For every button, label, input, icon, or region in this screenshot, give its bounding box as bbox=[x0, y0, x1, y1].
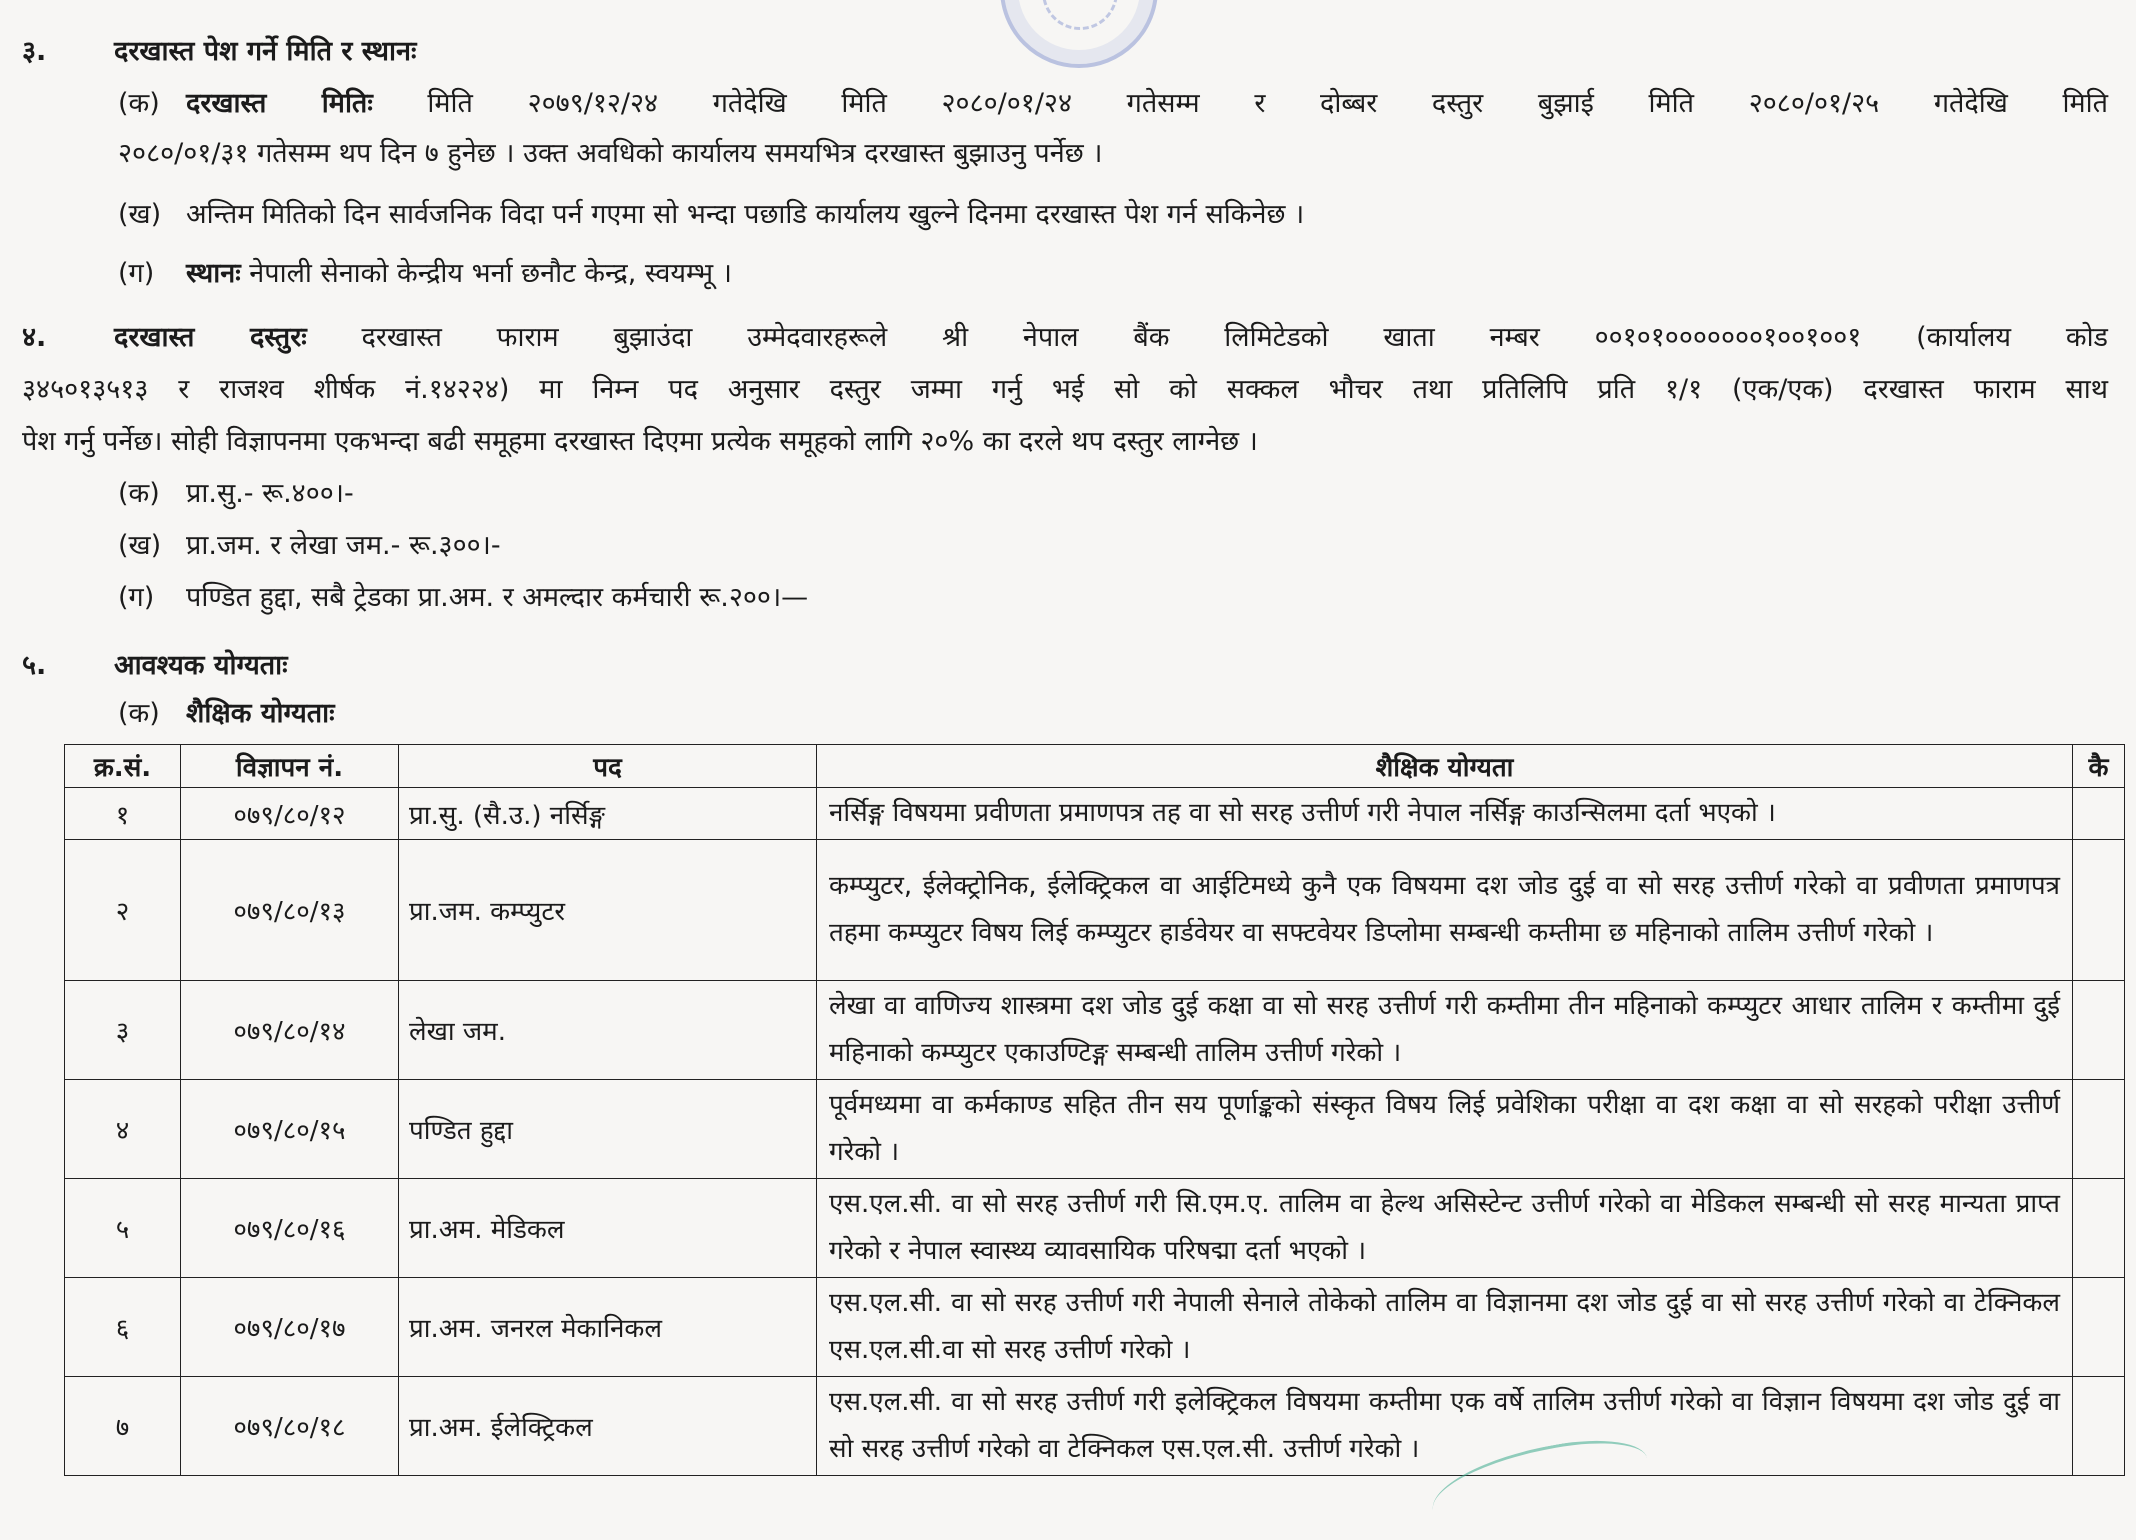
cell-qualification: पूर्वमध्यमा वा कर्मकाण्ड सहित तीन सय पूर्णाङ्कको संस्कृत विषय लिई प्रवेशिका परीक्षा वा दश कक्षा वा सो सरहको परीक्षा उत्तीर्ण गरेको । bbox=[817, 1080, 2073, 1179]
official-seal-stamp bbox=[1000, 0, 1158, 68]
cell-remarks bbox=[2073, 1080, 2125, 1179]
fee-text: प्रा.जम. र लेखा जम.- रू.३००।- bbox=[186, 530, 501, 561]
section-3a-line1 bbox=[118, 84, 2108, 124]
section-5a-heading bbox=[118, 694, 335, 734]
sub-label: (क) bbox=[118, 698, 160, 729]
table-row bbox=[65, 1080, 2125, 1179]
cell-qualification: एस.एल.सी. वा सो सरह उत्तीर्ण गरी इलेक्ट्रिकल विषयमा कम्तीमा एक वर्षे तालिम उत्तीर्ण गरेको वा विज्ञान विषयमा दश जोड दुई वा सो सरह उत्तीर्ण गरेको वा टेक्निकल एस.एल.सी. उत्तीर्ण गरेको । bbox=[817, 1377, 2073, 1476]
cell-sn: २ bbox=[65, 840, 181, 981]
cell-qualification: एस.एल.सी. वा सो सरह उत्तीर्ण गरी सि.एम.ए. तालिम वा हेल्थ असिस्टेन्ट उत्तीर्ण गरेको वा मेडिकल सम्बन्धी सो सरह मान्यता प्राप्त गरेको र नेपाल स्वास्थ्य व्यावसायिक परिषद्मा दर्ता भएको । bbox=[817, 1179, 2073, 1278]
cell-post: पण्डित हुद्दा bbox=[399, 1080, 817, 1179]
header-sn: क्र.सं. bbox=[65, 745, 181, 788]
sub-title: शैक्षिक योग्यताः bbox=[186, 698, 335, 729]
cell-post: प्रा.सु. (सै.उ.) नर्सिङ्ग bbox=[399, 788, 817, 840]
cell-remarks bbox=[2073, 1278, 2125, 1377]
item-title: दरखास्त मितिः bbox=[186, 88, 373, 119]
section-3c bbox=[118, 254, 732, 294]
header-adv-no: विज्ञापन नं. bbox=[181, 745, 399, 788]
cell-post: प्रा.अम. मेडिकल bbox=[399, 1179, 817, 1278]
item-label: (ख) bbox=[118, 199, 162, 230]
table-row bbox=[65, 1179, 2125, 1278]
fee-item bbox=[118, 578, 808, 618]
cell-qualification: नर्सिङ्ग विषयमा प्रवीणता प्रमाणपत्र तह वा सो सरह उत्तीर्ण गरी नेपाल नर्सिङ्ग काउन्सिलमा दर्ता भएको । bbox=[817, 788, 2073, 840]
fee-text: पण्डित हुद्दा, सबै ट्रेडका प्रा.अम. र अमल्दार कर्मचारी रू.२००।— bbox=[186, 582, 809, 613]
cell-post: प्रा.जम. कम्प्युटर bbox=[399, 840, 817, 981]
cell-adv-no: ०७९/८०/१३ bbox=[181, 840, 399, 981]
cell-qualification: एस.एल.सी. वा सो सरह उत्तीर्ण गरी नेपाली सेनाले तोकेको तालिम वा विज्ञानमा दश जोड दुई वा सो सरह उत्तीर्ण गरेको वा टेक्निकल एस.एल.सी.वा सो सरह उत्तीर्ण गरेको । bbox=[817, 1278, 2073, 1377]
item-title: स्थानः bbox=[186, 258, 241, 289]
section-3a-line2: २०८०/०१/३१ गतेसम्म थप दिन ७ हुनेछ । उक्त अवधिको कार्यालय समयभित्र दरखास्त बुझाउनु पर्नेछ । bbox=[118, 138, 1103, 169]
cell-remarks bbox=[2073, 1377, 2125, 1476]
fee-text: प्रा.सु.- रू.४००।- bbox=[186, 478, 354, 509]
cell-adv-no: ०७९/८०/१४ bbox=[181, 981, 399, 1080]
cell-sn: १ bbox=[65, 788, 181, 840]
cell-qualification: कम्प्युटर, ईलेक्ट्रोनिक, ईलेक्ट्रिकल वा आईटिमध्ये कुनै एक विषयमा दश जोड दुई वा सो सरह उत्तीर्ण गरेको वा प्रवीणता प्रमाणपत्र तहमा कम्प्युटर विषय लिई कम्प्युटर हार्डवेयर वा सफ्टवेयर डिप्लोमा सम्बन्धी कम्तीमा छ महिनाको तालिम उत्तीर्ण गरेको । bbox=[817, 840, 2073, 981]
table-row bbox=[65, 788, 2125, 840]
section-5-title: आवश्यक योग्यताः bbox=[114, 650, 288, 681]
cell-sn: ७ bbox=[65, 1377, 181, 1476]
section-5-number: ५. bbox=[22, 650, 47, 681]
section-4-text: दरखास्त फाराम बुझाउंदा उम्मेदवारहरूले श्री नेपाल बैंक लिमिटेडको खाता नम्बर ००१०१०००००००१००१००१ (कार्यालय कोड bbox=[361, 322, 2109, 353]
fee-item bbox=[118, 526, 501, 566]
cell-sn: ५ bbox=[65, 1179, 181, 1278]
item-label: (ग) bbox=[118, 258, 155, 289]
item-text: नेपाली सेनाको केन्द्रीय भर्ना छनौट केन्द्र, स्वयम्भू । bbox=[249, 258, 732, 289]
section-5-heading bbox=[22, 646, 288, 686]
section-3-title: दरखास्त पेश गर्ने मिति र स्थानः bbox=[114, 36, 417, 67]
cell-sn: ४ bbox=[65, 1080, 181, 1179]
cell-remarks bbox=[2073, 840, 2125, 981]
cell-adv-no: ०७९/८०/१२ bbox=[181, 788, 399, 840]
section-3-heading bbox=[22, 32, 416, 72]
cell-remarks bbox=[2073, 981, 2125, 1080]
header-remarks: कै bbox=[2073, 745, 2125, 788]
header-post: पद bbox=[399, 745, 817, 788]
cell-sn: ३ bbox=[65, 981, 181, 1080]
qualification-table bbox=[64, 744, 2125, 1476]
fee-item bbox=[118, 474, 354, 514]
cell-post: प्रा.अम. ईलेक्ट्रिकल bbox=[399, 1377, 817, 1476]
cell-qualification: लेखा वा वाणिज्य शास्त्रमा दश जोड दुई कक्षा वा सो सरह उत्तीर्ण गरी कम्तीमा तीन महिनाको कम्प्युटर आधार तालिम र कम्तीमा दुई महिनाको कम्प्युटर एकाउण्टिङ्ग सम्बन्धी तालिम उत्तीर्ण गरेको । bbox=[817, 981, 2073, 1080]
cell-adv-no: ०७९/८०/१६ bbox=[181, 1179, 399, 1278]
section-3-number: ३. bbox=[22, 36, 47, 67]
header-qualification: शैक्षिक योग्यता bbox=[817, 745, 2073, 788]
cell-remarks bbox=[2073, 1179, 2125, 1278]
item-label: (क) bbox=[118, 88, 160, 119]
fee-label: (ख) bbox=[118, 530, 162, 561]
cell-adv-no: ०७९/८०/१५ bbox=[181, 1080, 399, 1179]
table-header-row bbox=[65, 745, 2125, 788]
cell-remarks bbox=[2073, 788, 2125, 840]
cell-adv-no: ०७९/८०/१८ bbox=[181, 1377, 399, 1476]
table-row bbox=[65, 1377, 2125, 1476]
table-row bbox=[65, 1278, 2125, 1377]
section-4-line2: ३४५०१३५१३ र राजश्व शीर्षक नं.१४२२४) मा निम्न पद अनुसार दस्तुर जम्मा गर्नु भई सो को सक्कल भौचर तथा प्रतिलिपि प्रति १/१ (एक/एक) दरखास्त फाराम साथ bbox=[22, 374, 2108, 405]
cell-post: प्रा.अम. जनरल मेकानिकल bbox=[399, 1278, 817, 1377]
item-text: अन्तिम मितिको दिन सार्वजनिक विदा पर्न गएमा सो भन्दा पछाडि कार्यालय खुल्ने दिनमा दरखास्त पेश गर्न सकिनेछ । bbox=[186, 199, 1305, 230]
cell-sn: ६ bbox=[65, 1278, 181, 1377]
fee-label: (क) bbox=[118, 478, 160, 509]
section-4-line1 bbox=[22, 318, 2108, 358]
section-4-line3: पेश गर्नु पर्नेछ। सोही विज्ञापनमा एकभन्दा बढी समूहमा दरखास्त दिएमा प्रत्येक समूहको लागि २०% का दरले थप दस्तुर लाग्नेछ । bbox=[22, 426, 1258, 457]
section-4-number: ४. bbox=[22, 322, 47, 353]
cell-adv-no: ०७९/८०/१७ bbox=[181, 1278, 399, 1377]
table-row bbox=[65, 840, 2125, 981]
section-4-title: दरखास्त दस्तुरः bbox=[114, 322, 307, 353]
table-row bbox=[65, 981, 2125, 1080]
fee-label: (ग) bbox=[118, 582, 155, 613]
item-text: मिति २०७९/१२/२४ गतेदेखि मिति २०८०/०१/२४ गतेसम्म र दोब्बर दस्तुर बुझाई मिति २०८०/०१/२५ गतेदेखि मिति bbox=[427, 88, 2108, 119]
section-3b bbox=[118, 195, 1304, 235]
cell-post: लेखा जम. bbox=[399, 981, 817, 1080]
